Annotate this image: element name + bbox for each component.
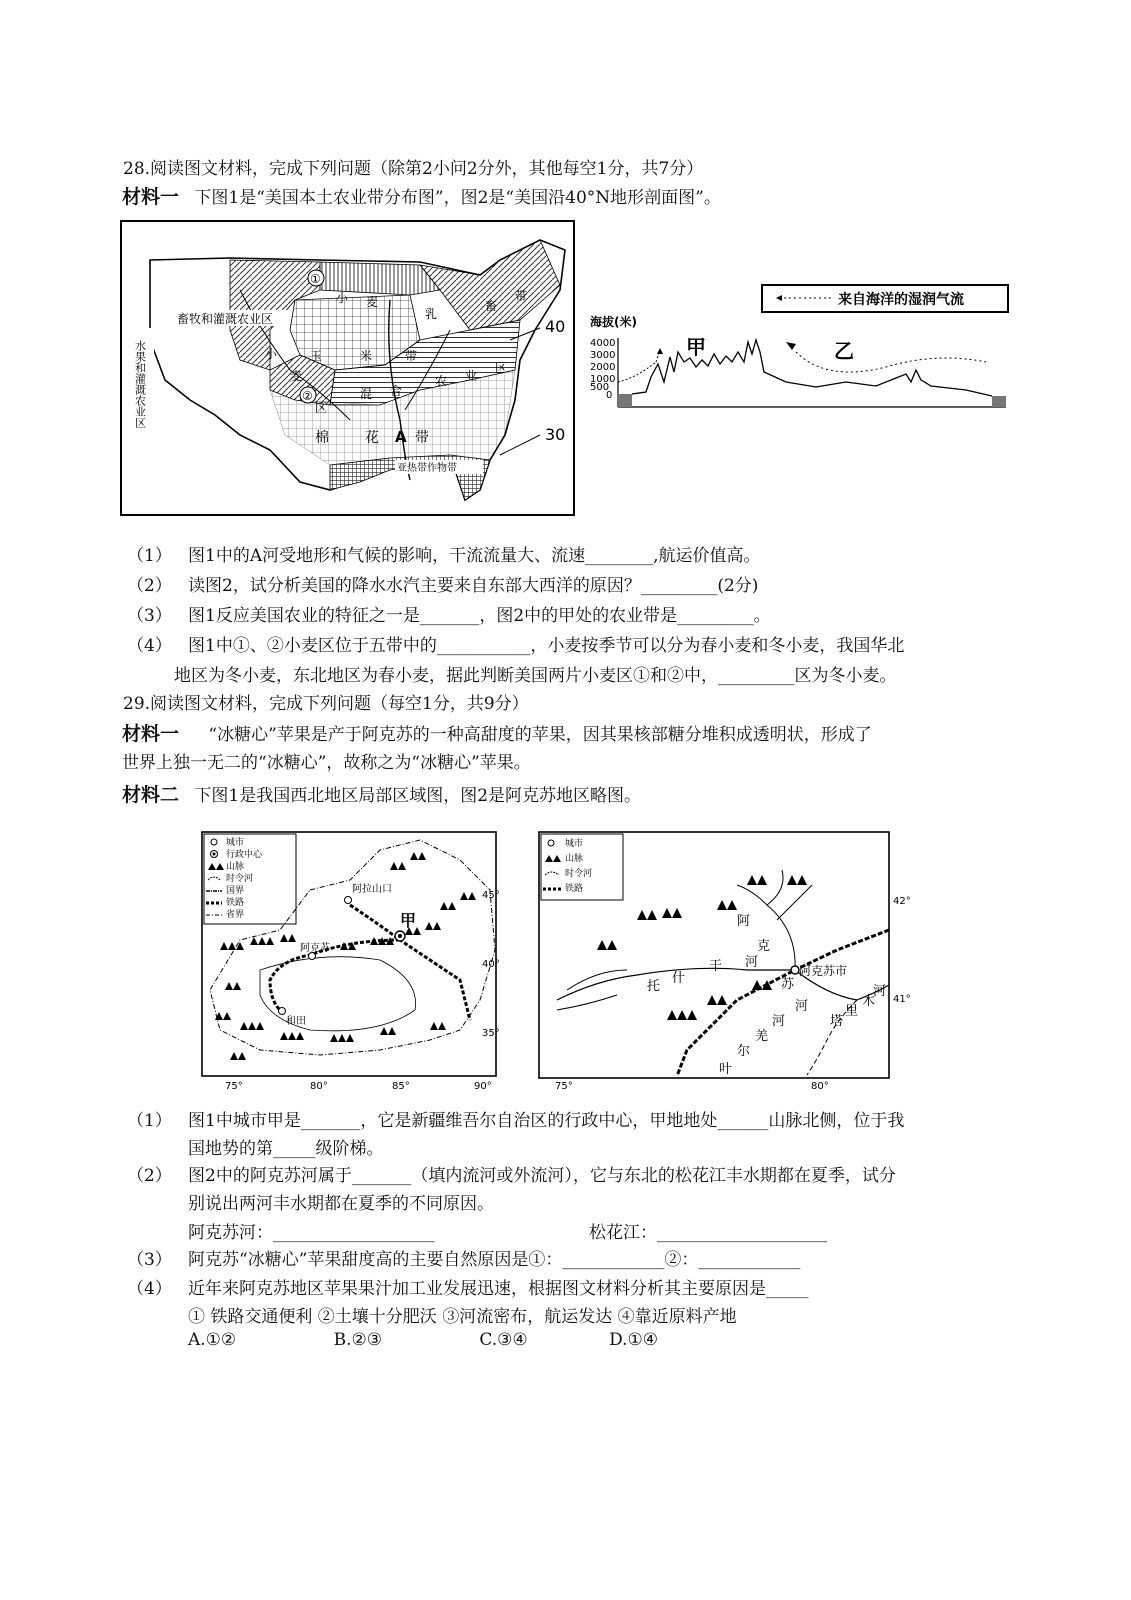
- y-tick: 3000: [590, 350, 616, 361]
- lat-30-label: 30: [545, 425, 566, 444]
- answer-line-aksu: 阿克苏河：___________________: [188, 1223, 435, 1243]
- map-char: 农: [435, 374, 448, 388]
- map-char: 麦: [366, 295, 379, 309]
- legend-mountain: 山脉: [565, 854, 584, 864]
- question-text: 图1中的A河受地形和气候的影响，干流流量大、流速________,航运价值高。: [188, 546, 761, 566]
- question-text: 国地势的第_____级阶梯。: [188, 1139, 384, 1159]
- q28-title: 28.阅读图文材料，完成下列问题（除第2小问2分外，其他每空1分，共7分）: [123, 159, 704, 179]
- question-number: （2）: [127, 1166, 172, 1186]
- map-char: 合: [390, 384, 403, 398]
- river-char: 河: [795, 999, 809, 1014]
- lat-label: 35°: [482, 1028, 500, 1039]
- city-jia: 甲: [400, 911, 417, 930]
- lon-label: 90°: [474, 1081, 492, 1092]
- map-label-c1: ①: [310, 272, 321, 286]
- city-hetian: 和田: [286, 1016, 306, 1027]
- question-text: ① 铁路交通便利 ②土壤十分肥沃 ③河流密布，航运发达 ④靠近原料产地: [188, 1307, 737, 1327]
- lat-40-label: 40: [545, 317, 566, 336]
- options-row: [188, 1330, 658, 1350]
- river-char: 克: [757, 939, 771, 954]
- legend-river: 时令河: [565, 869, 593, 879]
- legend-border: 国界: [226, 886, 245, 896]
- map-label-A: A: [395, 428, 407, 446]
- profile-legend: 来自海洋的湿润气流: [838, 292, 964, 308]
- question-text: 图2中的阿克苏河属于_______（填内流河或外流河），它与东北的松花江丰水期都在夏季，试分: [188, 1166, 896, 1186]
- map-char: 带: [515, 289, 528, 303]
- river-char: 什: [672, 971, 686, 986]
- profile-jia: 甲: [686, 335, 706, 359]
- map-char: 棉: [315, 430, 329, 446]
- q29-title: 29.阅读图文材料，完成下列问题（每空1分，共9分）: [123, 694, 529, 714]
- lat-label: 42°: [893, 896, 911, 907]
- map-label-c2: ②: [302, 389, 313, 403]
- map-char: 米: [360, 349, 373, 363]
- river-char: 塔: [830, 1014, 844, 1029]
- river-char: 阿: [737, 914, 751, 929]
- question-text: 图1反应美国农业的特征之一是_______，图2中的甲处的农业带是_________。: [188, 606, 771, 626]
- legend-city: 城市: [226, 838, 245, 848]
- q29-material2: [122, 780, 641, 807]
- river-char: 尔: [737, 1044, 751, 1059]
- material-text: “冰糖心”苹果是产于阿克苏的一种高甜度的苹果，因其果核部糖分堆积成透明状，形成了: [208, 725, 872, 745]
- question-number: （2）: [127, 576, 172, 596]
- legend-city: 城市: [565, 839, 584, 849]
- question-text: 地区为冬小麦，东北地区为春小麦，据此判断美国两片小麦区①和②中，_________区为冬小麦。: [174, 666, 897, 686]
- question-text: 别说出两河丰水期都在夏季的不同原因。: [188, 1194, 494, 1214]
- river-char: 河: [745, 955, 759, 970]
- lon-label: 80°: [811, 1081, 829, 1092]
- map-char: 畜: [485, 299, 498, 313]
- river-char: 河: [772, 1014, 786, 1029]
- river-char: 里: [845, 1004, 859, 1019]
- option-c: C.③④: [479, 1330, 528, 1350]
- map-char: 带: [405, 349, 418, 363]
- river-char: 河: [873, 984, 887, 999]
- map-label-livestock: 畜牧和灌溉农业区: [177, 312, 274, 326]
- map-char: 区: [495, 361, 508, 375]
- legend-railway: 铁路: [226, 898, 245, 908]
- question-text: 阿克苏“冰糖心”苹果甜度高的主要自然原因是①：____________②：____________: [188, 1250, 801, 1270]
- nw-china-map: [200, 830, 500, 1092]
- question-number: （3）: [127, 606, 172, 626]
- map-char: 小: [265, 347, 278, 361]
- legend-capital: 行政中心: [226, 850, 263, 860]
- lon-label: 85°: [392, 1081, 410, 1092]
- map-label-fruit: 水果和灌溉农业区: [133, 340, 147, 428]
- map-char: 混: [360, 387, 373, 401]
- profile-yi: 乙: [834, 339, 854, 363]
- lat-label: 41°: [893, 994, 911, 1005]
- question-number: （4）: [127, 1279, 172, 1299]
- river-char: 叶: [719, 1062, 733, 1077]
- us-profile-chart: [586, 282, 1026, 422]
- material-label: 材料一: [122, 186, 180, 208]
- legend-province: 省界: [226, 910, 245, 920]
- map-char: 业: [465, 369, 478, 383]
- city-aksu: 阿克苏: [300, 943, 330, 954]
- lon-label: 75°: [555, 1081, 573, 1092]
- legend-mountain: 山脉: [226, 862, 245, 872]
- question-number: （4）: [127, 636, 172, 656]
- y-tick: 1000: [590, 374, 616, 385]
- option-a: A.①②: [188, 1330, 237, 1350]
- legend-river: 时令河: [226, 874, 254, 884]
- lon-label: 75°: [225, 1081, 243, 1092]
- map-char: 乳: [425, 307, 438, 321]
- answer-line-songhua: 松花江：____________________: [589, 1223, 827, 1243]
- city-aksu: 阿克苏市: [799, 964, 848, 978]
- river-char: 托: [647, 979, 661, 994]
- material-label: 材料一: [122, 723, 180, 745]
- river-char: 苏: [781, 977, 795, 992]
- question-number: （3）: [127, 1250, 172, 1270]
- y-tick: 2000: [590, 362, 616, 373]
- q28-material1: [122, 182, 721, 209]
- profile-ylabel: 海拔(米): [590, 315, 637, 329]
- question-text: 近年来阿克苏地区苹果果汁加工业发展迅速，根据图文材料分析其主要原因是_____: [188, 1279, 809, 1299]
- us-agriculture-map: [120, 220, 575, 516]
- y-tick: 500: [590, 382, 610, 393]
- question-number: （1）: [127, 546, 172, 566]
- question-text: 图1中①、②小麦区位于五带中的___________，小麦按季节可以分为春小麦和冬小麦，我国华北: [188, 636, 905, 656]
- material-text: 下图1是我国西北地区局部区域图，图2是阿克苏地区略图。: [194, 786, 642, 806]
- material-text: 下图1是“美国本土农业带分布图”，图2是“美国沿40°N地形剖面图”。: [194, 188, 721, 208]
- q29-material1: [122, 719, 872, 746]
- lat-label: 40°: [482, 959, 500, 970]
- map-label-subtropical: 亚热带作物带: [397, 463, 457, 474]
- option-b: B.②③: [333, 1330, 382, 1350]
- question-text: 图1中城市甲是_______，它是新疆维吾尔自治区的行政中心，甲地地处______山脉北侧，位于我: [188, 1111, 905, 1131]
- y-tick: 4000: [590, 338, 616, 349]
- y-tick: 0: [606, 390, 613, 401]
- lon-label: 80°: [310, 1081, 328, 1092]
- material-label: 材料二: [122, 784, 180, 806]
- lat-label: 45°: [482, 890, 500, 901]
- map-char: 带: [415, 430, 429, 446]
- river-char: 干: [709, 959, 723, 974]
- map-char: 玉: [310, 349, 323, 363]
- map-char: 小: [336, 291, 349, 305]
- river-char: 羌: [755, 1029, 769, 1044]
- river-char: 木: [862, 994, 876, 1009]
- map-char: 花: [365, 430, 379, 446]
- option-d: D.①④: [609, 1330, 658, 1350]
- aksu-map: [537, 830, 929, 1092]
- material-text: 世界上独一无二的“冰糖心”，故称之为“冰糖心”苹果。: [122, 753, 531, 773]
- question-text: 读图2，试分析美国的降水水汽主要来自东部大西洋的原因？_________(2分): [188, 576, 759, 596]
- map-char: 区: [315, 401, 328, 415]
- city-alashankou: 阿拉山口: [352, 884, 392, 895]
- legend-railway: 铁路: [565, 884, 584, 894]
- map-char: 麦: [290, 369, 303, 383]
- question-number: （1）: [127, 1111, 172, 1131]
